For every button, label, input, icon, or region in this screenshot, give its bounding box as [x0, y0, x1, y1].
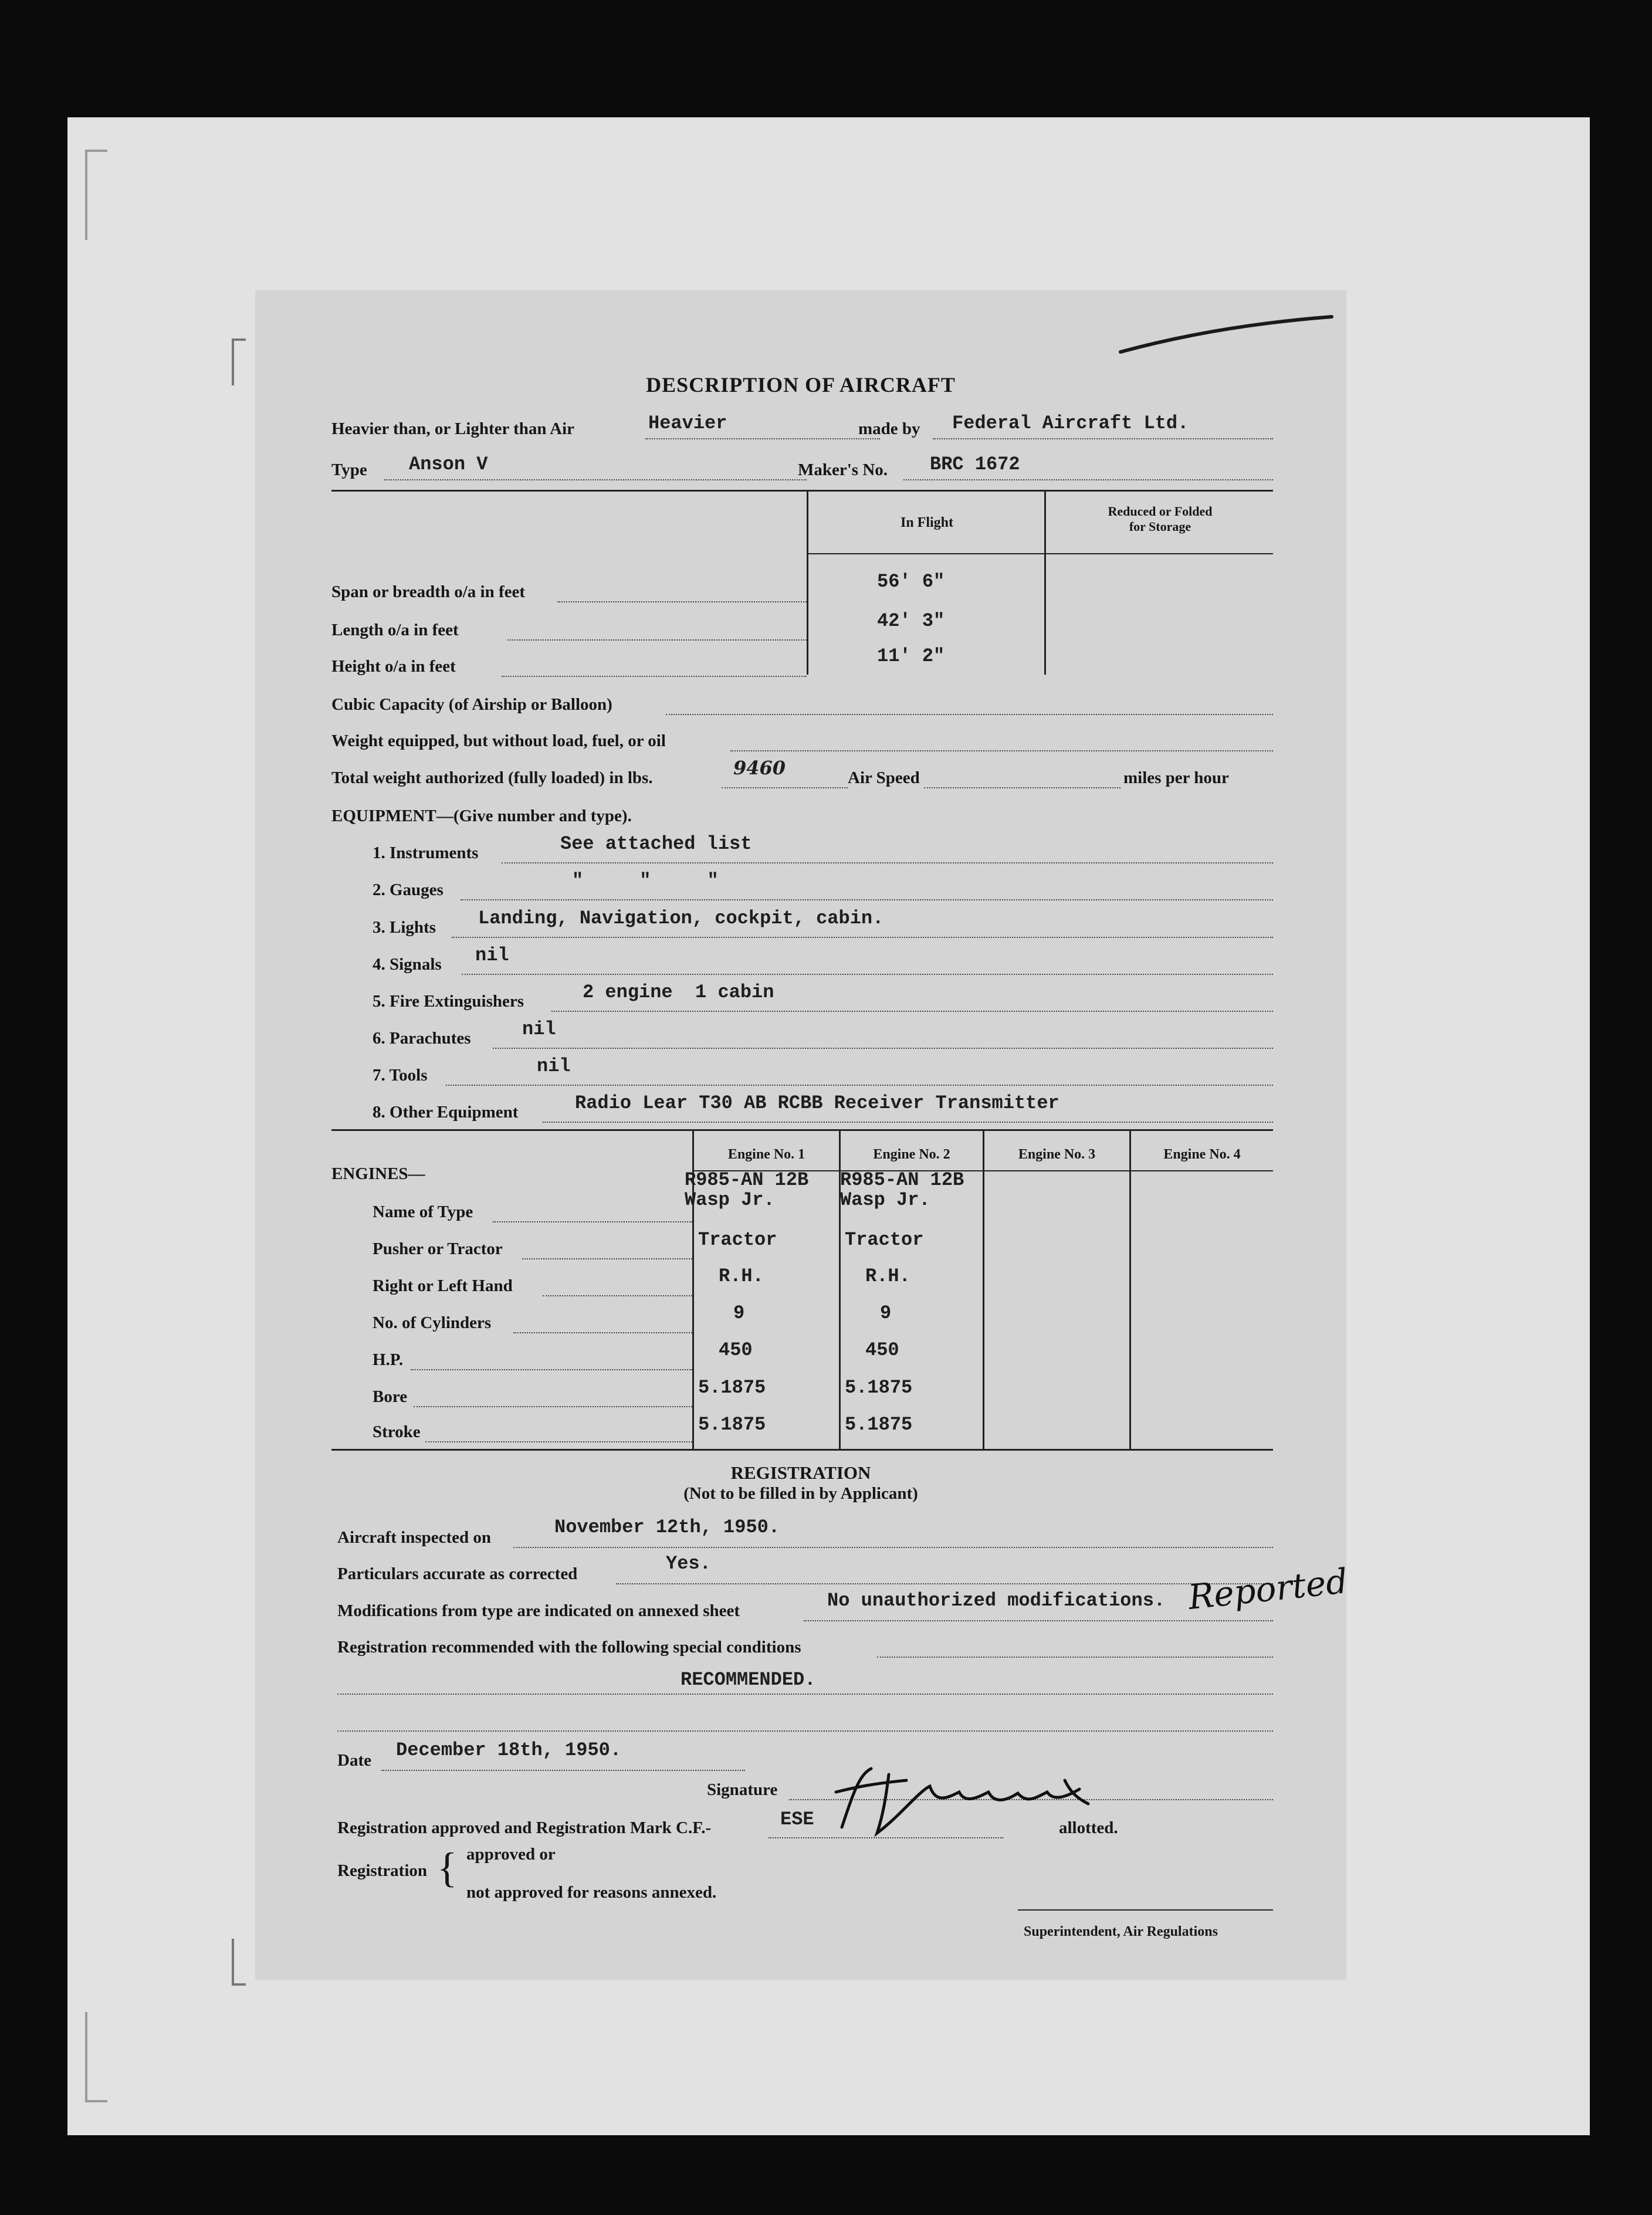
engine2-name-of-type: R985-AN 12B Wasp Jr.: [840, 1169, 964, 1211]
weight-equipped-label: Weight equipped, but without load, fuel, or oil: [331, 731, 666, 750]
date-label: Date: [337, 1751, 371, 1770]
engine1-cylinders: 9: [733, 1302, 745, 1324]
equipment-heading: EQUIPMENT—(Give number and type).: [331, 807, 632, 825]
air-speed-label: Air Speed: [848, 768, 920, 787]
lights-value: Landing, Navigation, cockpit, cabin.: [478, 907, 884, 929]
dims-header-rule: [807, 553, 1273, 554]
gauges-label: 2. Gauges: [373, 880, 444, 899]
fire-extinguishers-label: 5. Fire Extinguishers: [373, 992, 524, 1011]
edge-mark: [1115, 305, 1338, 358]
cubic-capacity-label: Cubic Capacity (of Airship or Balloon): [331, 695, 612, 714]
date-value: December 18th, 1950.: [396, 1739, 622, 1761]
made-by-label: made by: [858, 419, 920, 438]
registration-mark-label: Registration approved and Registration Mark C.F.-: [337, 1818, 712, 1837]
length-label: Length o/a in feet: [331, 621, 459, 639]
signals-line: [462, 974, 1273, 975]
weight-equipped-line: [730, 750, 1273, 751]
gauges-value: " " ": [572, 870, 719, 892]
registration-option-not-approved: not approved for reasons annexed.: [466, 1883, 717, 1902]
lights-line: [452, 937, 1273, 938]
superintendent-label: Superintendent, Air Regulations: [1024, 1924, 1218, 1939]
hp-line: [411, 1369, 692, 1370]
span-label: Span or breadth o/a in feet: [331, 582, 526, 601]
cylinders-line: [513, 1332, 692, 1333]
recommended-line-3: [337, 1730, 1273, 1732]
length-line: [507, 639, 807, 641]
dims-col-sep-1: [807, 490, 808, 675]
parachutes-label: 6. Parachutes: [373, 1029, 471, 1048]
engines-top-rule: [331, 1129, 1273, 1131]
fire-extinguishers-line: [551, 1011, 1273, 1012]
other-equipment-line: [543, 1122, 1273, 1123]
length-in-flight: 42' 3": [877, 610, 945, 632]
crop-mark-bottom-left: [85, 2012, 107, 2102]
crop-mark-inner-tl: [232, 338, 246, 385]
registration-mark-line: [769, 1837, 1003, 1838]
heavier-lighter-label: Heavier than, or Lighter than Air: [331, 419, 575, 438]
engine1-name-of-type: R985-AN 12B Wasp Jr.: [685, 1169, 809, 1211]
recommended-value: RECOMMENDED.: [681, 1669, 816, 1691]
type-label: Type: [331, 460, 367, 479]
recommended-line-2: [337, 1694, 1273, 1695]
made-by-line: [933, 438, 1273, 439]
inspected-label: Aircraft inspected on: [337, 1528, 492, 1547]
engine2-pusher-tractor: Tractor: [845, 1229, 924, 1251]
engines-heading: ENGINES—: [331, 1164, 425, 1183]
span-line: [557, 601, 807, 602]
engine2-bore: 5.1875: [845, 1377, 913, 1398]
parachutes-value: nil: [522, 1018, 556, 1040]
signals-value: nil: [475, 944, 509, 966]
engine1-pusher-tractor: Tractor: [698, 1229, 777, 1251]
dims-col-sep-2: [1044, 490, 1046, 675]
aircraft-description-form: [255, 290, 1350, 1980]
engine-no-3-header: Engine No. 3: [1018, 1147, 1096, 1162]
lights-label: 3. Lights: [373, 918, 436, 937]
inspected-line: [513, 1547, 1273, 1548]
makers-no-label: Maker's No.: [798, 460, 888, 479]
made-by-value: Federal Aircraft Ltd.: [952, 412, 1189, 434]
height-in-flight: 11' 2": [877, 645, 945, 667]
total-weight-line: [722, 787, 848, 788]
registration-option-approved: approved or: [466, 1845, 556, 1864]
fire-extinguishers-value: 2 engine 1 cabin: [583, 981, 774, 1003]
name-of-type-line: [493, 1221, 692, 1222]
air-speed-line: [924, 787, 1120, 788]
instruments-label: 1. Instruments: [373, 844, 479, 862]
crop-mark-top-left: [85, 150, 107, 240]
gauges-line: [461, 899, 1273, 900]
total-weight-value: 9460: [733, 757, 786, 779]
engine2-stroke: 5.1875: [845, 1414, 913, 1435]
engine-no-4-header: Engine No. 4: [1163, 1147, 1241, 1162]
other-equipment-label: 8. Other Equipment: [373, 1103, 519, 1122]
pusher-tractor-line: [522, 1258, 692, 1259]
particulars-label: Particulars accurate as corrected: [337, 1564, 578, 1583]
engine1-stroke: 5.1875: [698, 1414, 766, 1435]
modifications-line: [804, 1620, 1273, 1621]
engine-col-sep-4: [1129, 1129, 1131, 1449]
cubic-capacity-line: [666, 714, 1273, 715]
hand-label: Right or Left Hand: [373, 1276, 513, 1295]
makers-no-value: BRC 1672: [930, 453, 1020, 475]
makers-no-line: [903, 479, 1273, 480]
registration-heading: REGISTRATION: [730, 1462, 871, 1483]
bore-label: Bore: [373, 1387, 408, 1406]
form-title: DESCRIPTION OF AIRCRAFT: [646, 373, 956, 397]
height-line: [502, 676, 807, 677]
recommended-line-1: [877, 1657, 1273, 1658]
height-label: Height o/a in feet: [331, 657, 456, 676]
parachutes-line: [493, 1048, 1273, 1049]
superintendent-rule: [1018, 1909, 1273, 1911]
engines-bottom-rule: [331, 1449, 1273, 1451]
particulars-value: Yes.: [666, 1553, 711, 1574]
type-line: [384, 479, 807, 480]
tools-value: nil: [537, 1055, 571, 1077]
other-equipment-value: Radio Lear T30 AB RCBB Receiver Transmitter: [575, 1092, 1059, 1114]
engine1-hand: R.H.: [719, 1265, 764, 1287]
engine2-hand: R.H.: [865, 1265, 910, 1287]
bore-line: [414, 1406, 692, 1407]
heavier-lighter-value: Heavier: [648, 412, 727, 434]
heavier-lighter-line: [645, 438, 880, 439]
in-flight-header: In Flight: [900, 515, 954, 530]
engine-no-1-header: Engine No. 1: [727, 1147, 805, 1162]
instruments-value: See attached list: [560, 833, 752, 855]
hp-label: H.P.: [373, 1350, 404, 1369]
engine1-bore: 5.1875: [698, 1377, 766, 1398]
pusher-tractor-label: Pusher or Tractor: [373, 1239, 503, 1258]
tools-label: 7. Tools: [373, 1066, 428, 1085]
signature-mark: [818, 1757, 1100, 1839]
registration-note: (Not to be filled in by Applicant): [683, 1484, 918, 1503]
inspected-value: November 12th, 1950.: [554, 1516, 780, 1538]
engine-no-2-header: Engine No. 2: [873, 1147, 950, 1162]
type-value: Anson V: [409, 453, 488, 475]
hand-line: [543, 1295, 692, 1296]
registration-brace: {: [437, 1844, 458, 1891]
registration-mark-suffix: allotted.: [1059, 1818, 1118, 1837]
modifications-handwritten-note: Reported: [1186, 1560, 1350, 1618]
dims-top-rule: [331, 490, 1273, 492]
air-speed-unit: miles per hour: [1123, 768, 1229, 787]
modifications-label: Modifications from type are indicated on annexed sheet: [337, 1601, 740, 1620]
date-line: [381, 1770, 745, 1771]
engine2-hp: 450: [865, 1339, 899, 1361]
cylinders-label: No. of Cylinders: [373, 1313, 492, 1332]
signals-label: 4. Signals: [373, 955, 442, 974]
engine2-cylinders: 9: [880, 1302, 892, 1324]
registration-status-label: Registration: [337, 1861, 428, 1880]
span-in-flight: 56' 6": [877, 571, 945, 592]
recommended-label: Registration recommended with the following special conditions: [337, 1638, 801, 1657]
tools-line: [446, 1085, 1273, 1086]
particulars-line: [616, 1583, 1273, 1584]
stroke-line: [425, 1441, 692, 1442]
registration-mark-value: ESE: [780, 1808, 814, 1830]
stroke-label: Stroke: [373, 1423, 421, 1441]
total-weight-label: Total weight authorized (fully loaded) in lbs.: [331, 768, 653, 787]
modifications-value: No unauthorized modifications.: [827, 1590, 1166, 1611]
engine1-hp: 450: [719, 1339, 753, 1361]
signature-label: Signature: [707, 1780, 778, 1799]
name-of-type-label: Name of Type: [373, 1203, 473, 1221]
storage-header: Reduced or Folded for Storage: [1108, 504, 1213, 534]
instruments-line: [502, 862, 1273, 863]
engine-col-sep-3: [983, 1129, 984, 1449]
crop-mark-inner-bl: [232, 1939, 246, 1986]
